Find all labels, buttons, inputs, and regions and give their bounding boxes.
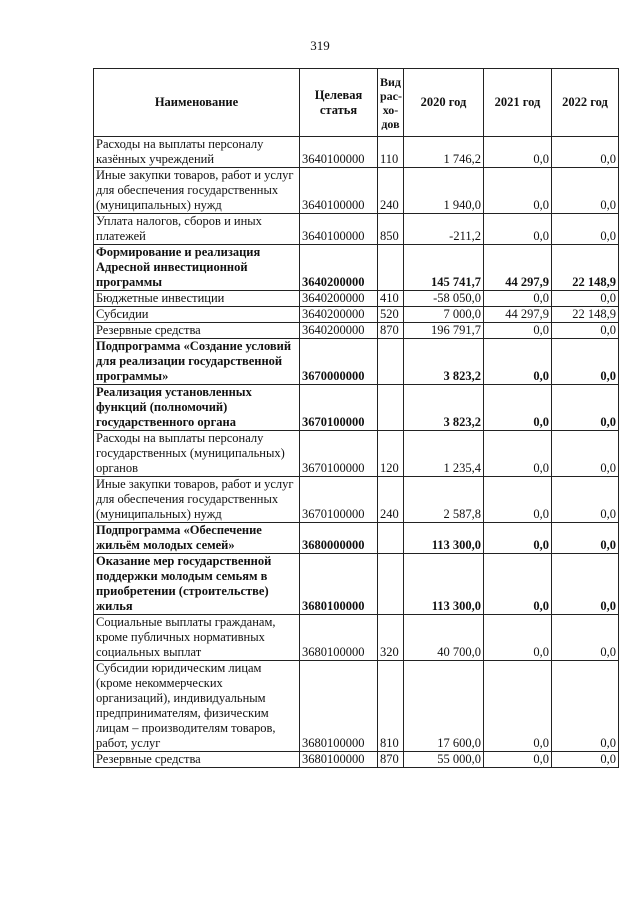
row-expense-type-cell: 410 <box>378 291 404 307</box>
row-2020-cell: 3 823,2 <box>404 385 484 431</box>
row-2022-cell: 22 148,9 <box>552 307 619 323</box>
table-row <box>94 339 619 385</box>
row-2020-cell: 55 000,0 <box>404 752 484 768</box>
row-2020-cell: 1 746,2 <box>404 137 484 168</box>
row-2021-cell: 0,0 <box>484 385 552 431</box>
row-2022-cell: 0,0 <box>552 339 619 385</box>
row-target-cell: 3640200000 <box>300 307 378 323</box>
row-name-cell: Подпрограмма «Обеспечение жильём молодых семей» <box>94 523 300 554</box>
table-row <box>94 523 619 554</box>
row-target-cell: 3670100000 <box>300 385 378 431</box>
table-row <box>94 323 619 339</box>
row-name-cell: Реализация установленных функций (полномочий) государственного органа <box>94 385 300 431</box>
row-name-cell: Расходы на выплаты персоналу государственных (муниципальных) органов <box>94 431 300 477</box>
row-2022-cell: 0,0 <box>552 168 619 214</box>
table-row <box>94 752 619 768</box>
row-2020-cell: 113 300,0 <box>404 523 484 554</box>
row-expense-type-cell: 110 <box>378 137 404 168</box>
table-row <box>94 291 619 307</box>
row-expense-type-cell: 120 <box>378 431 404 477</box>
row-target-cell: 3670000000 <box>300 339 378 385</box>
table-row <box>94 661 619 752</box>
row-name-cell: Иные закупки товаров, работ и услуг для обеспечения государственных (муниципальных) нужд <box>94 477 300 523</box>
row-expense-type-cell: 870 <box>378 752 404 768</box>
row-target-cell: 3680100000 <box>300 615 378 661</box>
row-2022-cell: 0,0 <box>552 554 619 615</box>
row-expense-type-cell: 810 <box>378 661 404 752</box>
table-row <box>94 168 619 214</box>
table-row <box>94 554 619 615</box>
table-row <box>94 137 619 168</box>
row-target-cell: 3640100000 <box>300 168 378 214</box>
row-2021-cell: 44 297,9 <box>484 245 552 291</box>
header-2022: 2022 год <box>552 69 619 137</box>
row-2020-cell: 17 600,0 <box>404 661 484 752</box>
table-row <box>94 245 619 291</box>
row-expense-type-cell <box>378 245 404 291</box>
row-target-cell: 3640200000 <box>300 323 378 339</box>
row-target-cell: 3670100000 <box>300 431 378 477</box>
table-row <box>94 385 619 431</box>
row-name-cell: Оказание мер государственной поддержки молодым семьям в приобретении (строительстве) жилья <box>94 554 300 615</box>
row-2022-cell: 0,0 <box>552 323 619 339</box>
row-expense-type-cell <box>378 385 404 431</box>
row-expense-type-cell <box>378 339 404 385</box>
row-2022-cell: 0,0 <box>552 523 619 554</box>
row-name-cell: Субсидии юридическим лицам (кроме некоммерческих организаций), индивидуальным предпринимателям, физическим лицам – производителям товаров, работ, услуг <box>94 661 300 752</box>
row-2020-cell: -58 050,0 <box>404 291 484 307</box>
table-row <box>94 477 619 523</box>
row-2021-cell: 0,0 <box>484 661 552 752</box>
row-expense-type-cell <box>378 554 404 615</box>
row-name-cell: Формирование и реализация Адресной инвестиционной программы <box>94 245 300 291</box>
row-2021-cell: 44 297,9 <box>484 307 552 323</box>
page-number: 319 <box>310 38 330 53</box>
row-expense-type-cell: 870 <box>378 323 404 339</box>
row-2022-cell: 0,0 <box>552 137 619 168</box>
row-expense-type-cell: 240 <box>378 168 404 214</box>
row-2021-cell: 0,0 <box>484 323 552 339</box>
table-row <box>94 214 619 245</box>
row-2021-cell: 0,0 <box>484 554 552 615</box>
table-header <box>94 69 619 137</box>
table-row <box>94 431 619 477</box>
row-expense-type-cell: 320 <box>378 615 404 661</box>
header-target: Целевая статья <box>300 69 378 137</box>
row-name-cell: Расходы на выплаты персоналу казённых учреждений <box>94 137 300 168</box>
row-2022-cell: 22 148,9 <box>552 245 619 291</box>
row-target-cell: 3680100000 <box>300 554 378 615</box>
row-2020-cell: 145 741,7 <box>404 245 484 291</box>
row-2020-cell: 7 000,0 <box>404 307 484 323</box>
header-2020: 2020 год <box>404 69 484 137</box>
row-2022-cell: 0,0 <box>552 385 619 431</box>
row-target-cell: 3680100000 <box>300 661 378 752</box>
row-name-cell: Уплата налогов, сборов и иных платежей <box>94 214 300 245</box>
row-2020-cell: 113 300,0 <box>404 554 484 615</box>
row-target-cell: 3680100000 <box>300 752 378 768</box>
header-2021: 2021 год <box>484 69 552 137</box>
row-2022-cell: 0,0 <box>552 615 619 661</box>
row-expense-type-cell: 240 <box>378 477 404 523</box>
row-2021-cell: 0,0 <box>484 477 552 523</box>
row-target-cell: 3680000000 <box>300 523 378 554</box>
row-2020-cell: 1 235,4 <box>404 431 484 477</box>
row-name-cell: Социальные выплаты гражданам, кроме публичных нормативных социальных выплат <box>94 615 300 661</box>
row-2021-cell: 0,0 <box>484 752 552 768</box>
row-name-cell: Резервные средства <box>94 323 300 339</box>
row-name-cell: Резервные средства <box>94 752 300 768</box>
row-name-cell: Субсидии <box>94 307 300 323</box>
row-2021-cell: 0,0 <box>484 291 552 307</box>
row-target-cell: 3640200000 <box>300 291 378 307</box>
table-body <box>94 137 619 768</box>
row-2020-cell: 1 940,0 <box>404 168 484 214</box>
row-2020-cell: 3 823,2 <box>404 339 484 385</box>
row-target-cell: 3640100000 <box>300 137 378 168</box>
row-2022-cell: 0,0 <box>552 214 619 245</box>
table-row <box>94 615 619 661</box>
row-expense-type-cell: 850 <box>378 214 404 245</box>
row-expense-type-cell <box>378 523 404 554</box>
row-target-cell: 3640200000 <box>300 245 378 291</box>
row-2020-cell: 196 791,7 <box>404 323 484 339</box>
row-target-cell: 3670100000 <box>300 477 378 523</box>
row-2021-cell: 0,0 <box>484 137 552 168</box>
row-2021-cell: 0,0 <box>484 339 552 385</box>
row-2021-cell: 0,0 <box>484 168 552 214</box>
row-2022-cell: 0,0 <box>552 477 619 523</box>
table-row <box>94 307 619 323</box>
header-expense-type: Вид рас-хо-дов <box>378 69 404 137</box>
row-2021-cell: 0,0 <box>484 431 552 477</box>
row-2021-cell: 0,0 <box>484 523 552 554</box>
row-2020-cell: 2 587,8 <box>404 477 484 523</box>
row-2020-cell: 40 700,0 <box>404 615 484 661</box>
row-expense-type-cell: 520 <box>378 307 404 323</box>
budget-table <box>93 68 619 768</box>
row-name-cell: Бюджетные инвестиции <box>94 291 300 307</box>
row-name-cell: Подпрограмма «Создание условий для реализации государственной программы» <box>94 339 300 385</box>
row-name-cell: Иные закупки товаров, работ и услуг для обеспечения государственных (муниципальных) нужд <box>94 168 300 214</box>
row-2022-cell: 0,0 <box>552 661 619 752</box>
row-2022-cell: 0,0 <box>552 291 619 307</box>
row-2021-cell: 0,0 <box>484 214 552 245</box>
row-2021-cell: 0,0 <box>484 615 552 661</box>
header-name: Наименование <box>94 69 300 137</box>
row-2020-cell: -211,2 <box>404 214 484 245</box>
row-2022-cell: 0,0 <box>552 752 619 768</box>
row-target-cell: 3640100000 <box>300 214 378 245</box>
row-2022-cell: 0,0 <box>552 431 619 477</box>
